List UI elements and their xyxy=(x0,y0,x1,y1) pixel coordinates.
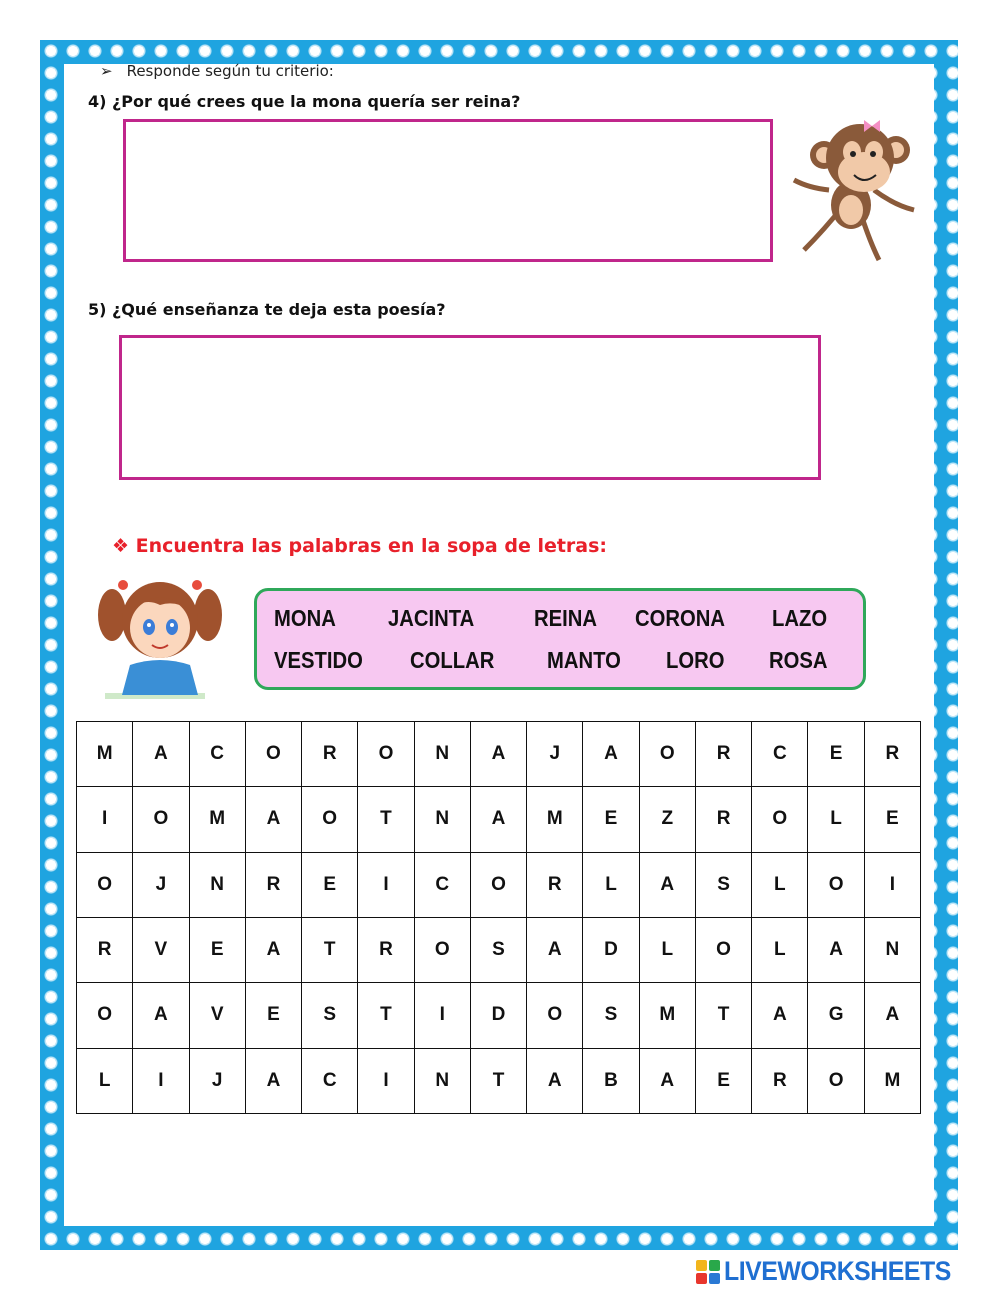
grid-cell[interactable]: N xyxy=(414,787,470,852)
grid-cell[interactable]: L xyxy=(808,787,864,852)
grid-cell[interactable]: O xyxy=(414,917,470,982)
grid-cell[interactable]: L xyxy=(639,917,695,982)
grid-cell[interactable]: E xyxy=(245,983,301,1048)
grid-cell[interactable]: T xyxy=(358,983,414,1048)
word-bank-item: MONA xyxy=(274,605,336,631)
grid-cell[interactable]: R xyxy=(695,787,751,852)
grid-cell[interactable]: L xyxy=(77,1048,133,1113)
grid-cell[interactable]: E xyxy=(583,787,639,852)
liveworksheets-icon xyxy=(696,1260,720,1284)
grid-row xyxy=(77,722,921,787)
grid-cell[interactable]: V xyxy=(133,917,189,982)
brand-logo xyxy=(694,1254,994,1288)
grid-cell[interactable]: Z xyxy=(639,787,695,852)
grid-cell[interactable]: R xyxy=(245,852,301,917)
grid-row xyxy=(77,983,921,1048)
grid-cell[interactable]: R xyxy=(358,917,414,982)
grid-cell[interactable]: E xyxy=(695,1048,751,1113)
word-bank-item: MANTO xyxy=(547,647,621,673)
grid-cell[interactable]: M xyxy=(639,983,695,1048)
grid-cell[interactable]: O xyxy=(752,787,808,852)
grid-cell[interactable]: A xyxy=(527,1048,583,1113)
grid-cell[interactable]: A xyxy=(639,1048,695,1113)
word-bank-item: JACINTA xyxy=(388,605,475,631)
question-4: 4) ¿Por qué crees que la mona quería ser reina? xyxy=(88,92,521,111)
grid-cell[interactable]: M xyxy=(77,722,133,787)
grid-cell[interactable]: M xyxy=(189,787,245,852)
grid-cell[interactable]: O xyxy=(358,722,414,787)
instruction-text: Responde según tu criterio: xyxy=(126,62,334,80)
grid-cell[interactable]: O xyxy=(133,787,189,852)
grid-row xyxy=(77,852,921,917)
grid-cell[interactable]: O xyxy=(77,983,133,1048)
monkey-illustration xyxy=(784,110,929,275)
grid-cell[interactable]: A xyxy=(639,852,695,917)
grid-cell[interactable]: M xyxy=(864,1048,920,1113)
grid-cell[interactable]: S xyxy=(583,983,639,1048)
grid-cell[interactable]: G xyxy=(808,983,864,1048)
grid-row xyxy=(77,1048,921,1113)
grid-cell[interactable]: E xyxy=(189,917,245,982)
word-bank-item: ROSA xyxy=(769,647,828,673)
grid-cell[interactable]: N xyxy=(189,852,245,917)
grid-cell[interactable]: O xyxy=(808,852,864,917)
grid-cell[interactable]: R xyxy=(527,852,583,917)
word-bank-item: LORO xyxy=(666,647,725,673)
grid-cell[interactable]: T xyxy=(358,787,414,852)
grid-cell[interactable]: A xyxy=(245,1048,301,1113)
grid-cell[interactable]: N xyxy=(414,1048,470,1113)
grid-cell[interactable]: O xyxy=(808,1048,864,1113)
grid-cell[interactable]: S xyxy=(302,983,358,1048)
grid-cell[interactable]: A xyxy=(470,787,526,852)
grid-cell[interactable]: J xyxy=(133,852,189,917)
grid-cell[interactable]: A xyxy=(245,787,301,852)
grid-cell[interactable]: A xyxy=(864,983,920,1048)
grid-cell[interactable]: O xyxy=(470,852,526,917)
grid-cell[interactable]: O xyxy=(77,852,133,917)
grid-cell[interactable]: T xyxy=(470,1048,526,1113)
grid-row xyxy=(77,917,921,982)
grid-cell[interactable]: I xyxy=(358,852,414,917)
grid-cell[interactable]: T xyxy=(695,983,751,1048)
grid-cell[interactable]: A xyxy=(245,917,301,982)
answer-box-4[interactable] xyxy=(123,119,773,262)
grid-cell[interactable]: L xyxy=(752,917,808,982)
grid-cell[interactable]: C xyxy=(302,1048,358,1113)
grid-cell[interactable]: A xyxy=(527,917,583,982)
grid-cell[interactable]: A xyxy=(583,722,639,787)
word-bank-item: VESTIDO xyxy=(274,647,363,673)
grid-cell[interactable]: L xyxy=(583,852,639,917)
grid-cell[interactable]: D xyxy=(583,917,639,982)
grid-cell[interactable]: O xyxy=(245,722,301,787)
grid-cell[interactable]: S xyxy=(695,852,751,917)
word-bank-item: CORONA xyxy=(635,605,725,631)
grid-cell[interactable]: C xyxy=(414,852,470,917)
grid-cell[interactable]: R xyxy=(77,917,133,982)
grid-cell[interactable]: R xyxy=(302,722,358,787)
grid-cell[interactable]: T xyxy=(302,917,358,982)
section-title: ❖ Encuentra las palabras en la sopa de letras: xyxy=(112,535,608,557)
grid-cell[interactable]: D xyxy=(470,983,526,1048)
grid-cell[interactable]: E xyxy=(302,852,358,917)
grid-cell[interactable]: J xyxy=(527,722,583,787)
answer-box-5[interactable] xyxy=(119,335,821,480)
grid-cell[interactable]: A xyxy=(808,917,864,982)
grid-cell[interactable]: E xyxy=(808,722,864,787)
grid-cell[interactable]: I xyxy=(358,1048,414,1113)
instruction xyxy=(100,62,334,80)
grid-cell[interactable]: R xyxy=(695,722,751,787)
grid-cell[interactable]: J xyxy=(189,1048,245,1113)
grid-row xyxy=(77,787,921,852)
grid-cell[interactable]: V xyxy=(189,983,245,1048)
grid-cell[interactable]: R xyxy=(752,1048,808,1113)
grid-cell[interactable]: N xyxy=(414,722,470,787)
grid-cell[interactable]: O xyxy=(695,917,751,982)
grid-cell[interactable]: M xyxy=(527,787,583,852)
grid-cell[interactable]: O xyxy=(639,722,695,787)
grid-cell[interactable]: C xyxy=(752,722,808,787)
grid-cell[interactable]: S xyxy=(470,917,526,982)
grid-cell[interactable]: O xyxy=(302,787,358,852)
word-search-grid xyxy=(76,721,921,1114)
question-5: 5) ¿Qué enseñanza te deja esta poesía? xyxy=(88,300,446,319)
grid-cell[interactable]: A xyxy=(470,722,526,787)
grid-cell[interactable]: I xyxy=(864,852,920,917)
arrow-bullet-icon: ➢ xyxy=(100,62,113,80)
grid-cell[interactable]: E xyxy=(864,787,920,852)
grid-cell[interactable]: A xyxy=(752,983,808,1048)
grid-cell[interactable]: L xyxy=(752,852,808,917)
grid-cell[interactable]: I xyxy=(77,787,133,852)
word-bank xyxy=(254,588,866,690)
grid-cell[interactable]: I xyxy=(133,1048,189,1113)
word-bank-item: LAZO xyxy=(772,605,828,631)
grid-cell[interactable]: C xyxy=(189,722,245,787)
grid-cell[interactable]: A xyxy=(133,983,189,1048)
grid-cell[interactable]: B xyxy=(583,1048,639,1113)
grid-cell[interactable]: R xyxy=(864,722,920,787)
word-bank-item: COLLAR xyxy=(410,647,495,673)
grid-cell[interactable]: A xyxy=(133,722,189,787)
word-bank-item: REINA xyxy=(534,605,597,631)
girl-illustration xyxy=(90,565,235,705)
grid-cell[interactable]: N xyxy=(864,917,920,982)
grid-cell[interactable]: I xyxy=(414,983,470,1048)
brand-name: LIVEWORKSHEETS xyxy=(724,1256,951,1286)
grid-cell[interactable]: O xyxy=(527,983,583,1048)
